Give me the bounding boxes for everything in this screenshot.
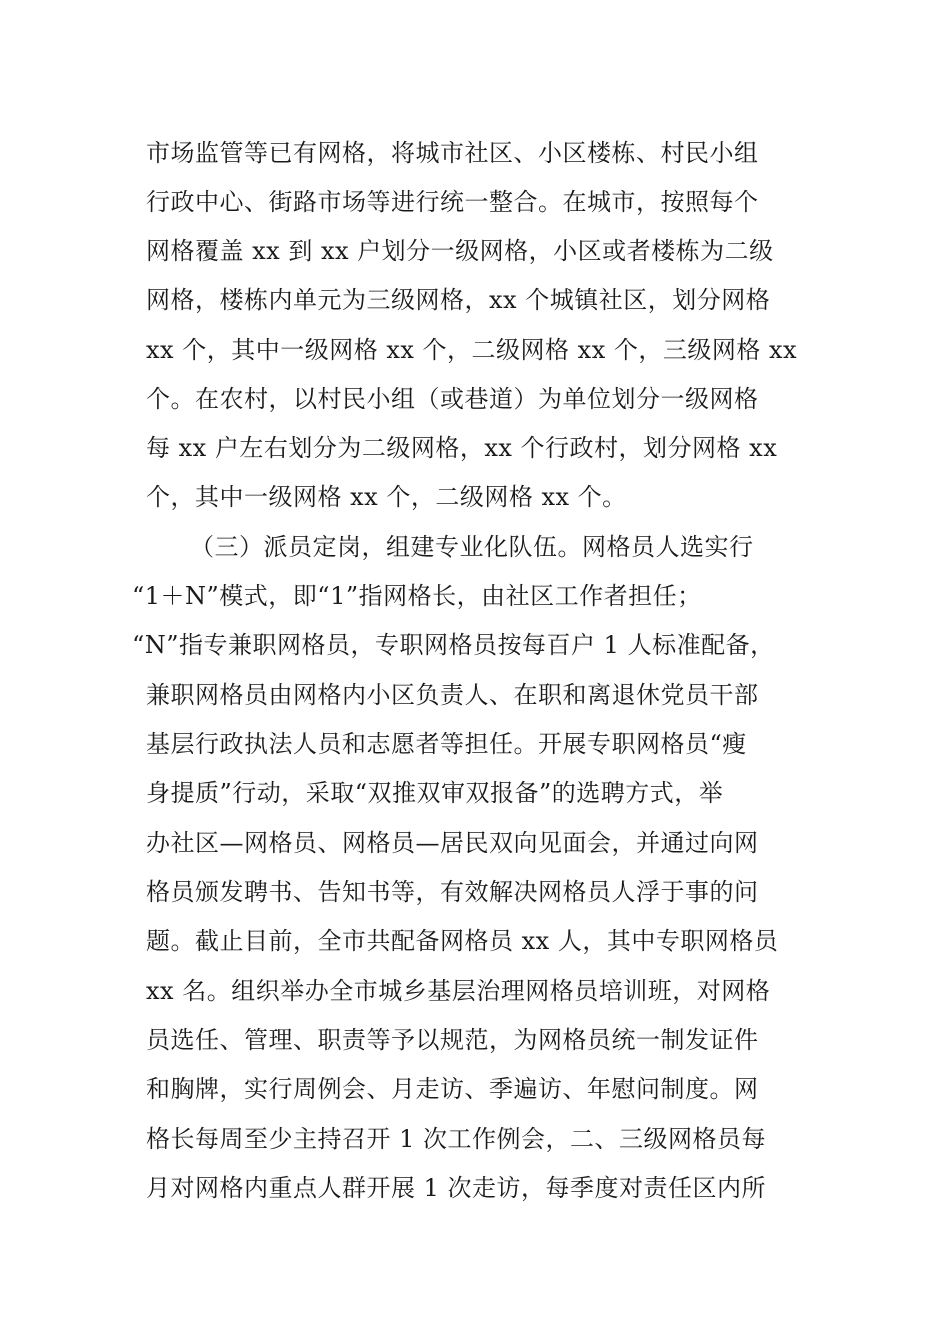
- text-line: 办社区—网格员、网格员—居民双向见面会，并通过向网: [146, 829, 759, 857]
- text-line: 市场监管等已有网格，将城市社区、小区楼栋、村民小组: [146, 139, 759, 167]
- text-line: 每 xx 户左右划分为二级网格，xx 个行政村，划分网格 xx: [146, 434, 778, 462]
- text-line: 网格，楼栋内单元为三级网格，xx 个城镇社区，划分网格: [146, 286, 771, 314]
- text-line: 和胸牌，实行周例会、月走访、季遍访、年慰问制度。网: [146, 1075, 759, 1103]
- text-line: “1＋N”模式，即“1”指网格长，由社区工作者担任；: [132, 582, 702, 610]
- text-line: 个，其中一级网格 xx 个，二级网格 xx 个。: [146, 483, 627, 511]
- text-line: 行政中心、街路市场等进行统一整合。在城市，按照每个: [146, 188, 759, 216]
- text-line: “N”指专兼职网格员，专职网格员按每百户 1 人标准配备，: [132, 631, 775, 659]
- text-line: xx 个，其中一级网格 xx 个，二级网格 xx 个，三级网格 xx: [146, 336, 798, 364]
- text-line: 基层行政执法人员和志愿者等担任。开展专职网格员“瘦: [146, 730, 747, 758]
- text-line: 网格覆盖 xx 到 xx 户划分一级网格，小区或者楼栋为二级: [146, 237, 774, 265]
- text-line: 兼职网格员由网格内小区负责人、在职和离退休党员干部: [146, 681, 759, 709]
- text-line: 格长每周至少主持召开 1 次工作例会，二、三级网格员每: [146, 1125, 767, 1153]
- text-line: 个。在农村，以村民小组（或巷道）为单位划分一级网格: [146, 385, 759, 413]
- text-line: xx 名。组织举办全市城乡基层治理网格员培训班，对网格: [146, 977, 771, 1005]
- text-line: 员选任、管理、职责等予以规范，为网格员统一制发证件: [146, 1026, 759, 1054]
- text-line: 格员颁发聘书、告知书等，有效解决网格员人浮于事的问: [146, 878, 759, 906]
- text-line: 身提质”行动，采取“双推双审双报备”的选聘方式，举: [146, 779, 724, 807]
- paragraph-start-line: （三）派员定岗，组建专业化队伍。网格员人选实行: [190, 533, 754, 561]
- text-line: 月对网格内重点人群开展 1 次走访，每季度对责任区内所: [146, 1174, 767, 1202]
- text-line: 题。截止目前，全市共配备网格员 xx 人，其中专职网格员: [146, 927, 779, 955]
